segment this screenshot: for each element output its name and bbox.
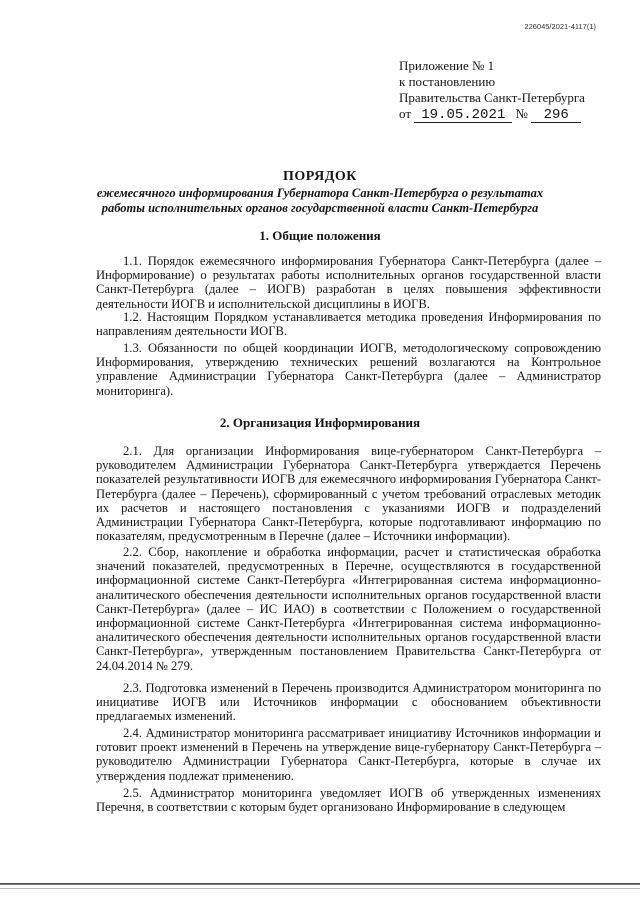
appendix-line1: Приложение № 1 <box>399 58 495 73</box>
scan-bottom-edge-secondary <box>0 888 640 889</box>
paragraph-1-1: 1.1. Порядок ежемесячного информирования Губернатора Санкт-Петербурга (далее – Информирование) о результатах работы исполнительных органов государственной власти Санкт-Петербурга (далее – ИОГВ) разработан в целях повышения эффективности деятельности ИОГВ и исполнительской дисциплины в ИОГВ. <box>96 254 601 311</box>
paragraph-2-4: 2.4. Администратор мониторинга рассматривает инициативу Источников информации и готовит проект изменений в Перечень на утверждение вице-губернатору Санкт-Петербурга – руководителю Администрации Губернатора Санкт-Петербурга, которые в случае их утверждения подлежат применению. <box>96 726 601 783</box>
section-1-heading: 1. Общие положения <box>259 228 381 243</box>
paragraph-1-3: 1.3. Обязанности по общей координации ИОГВ, методологическому сопровождению Информирования, утверждению технических решений возлагаются на Контрольное управление Администрации Губернатора Санкт-Петербурга (далее – Администратор мониторинга). <box>96 341 601 398</box>
appendix-line3: Правительства Санкт-Петербурга <box>399 90 585 105</box>
document-stamp: 226045/2021-4117(1) <box>524 22 596 31</box>
section-2-heading: 2. Организация Информирования <box>219 415 421 430</box>
paragraph-2-3: 2.3. Подготовка изменений в Перечень производится Администратором мониторинга по инициативе ИОГВ или Источников информации с обоснованием объективности предлагаемых изменений. <box>96 681 601 724</box>
paragraph-2-1: 2.1. Для организации Информирования вице-губернатором Санкт-Петербурга – руководителем Администрации Губернатора Санкт-Петербурга утверждается Перечень показателей результативности ИОГВ для ежемесячного информирования Губернатора Санкт-Петербурга (далее – Перечень), сформированный с учетом требований отраслевых методик их расчетов и настоящего постановления с указаниями ИОГВ и подразделений Администрации Губернатора Санкт-Петербурга, которые подготавливают информацию по показателям, предусмотренным в Перечне (далее – Источники информации). <box>96 444 601 544</box>
paragraph-2-2: 2.2. Сбор, накопление и обработка информации, расчет и статистическая обработка значений показателей, предусмотренных в Перечне, осуществляются в государственной информационной системе Санкт-Петербурга «Интегрированная система информационно-аналитического обеспечения деятельности исполнительных органов государственной власти Санкт-Петербурга» (далее – ИС ИАО) в соответствии с Положением о государственной информационной системе Санкт-Петербурга «Интегрированная система информационно-аналитического обеспечения деятельности исполнительных органов государственной власти Санкт-Петербурга», утвержденным постановлением Правительства Санкт-Петербурга от 24.04.2014 № 279. <box>96 545 601 673</box>
paragraph-2-5: 2.5. Администратор мониторинга уведомляет ИОГВ об утвержденных изменениях Перечня, в соответствии с которым будет организовано Информирование в следующем <box>96 786 601 815</box>
appendix-line2: к постановлению <box>399 74 496 89</box>
appendix-block <box>399 58 585 123</box>
paragraph-1-2: 1.2. Настоящим Порядком устанавливается методика проведения Информирования по направлениям деятельности ИОГВ. <box>96 310 601 339</box>
document-title: ПОРЯДОК <box>283 169 357 184</box>
decree-number: 296 <box>531 108 581 123</box>
document-subtitle: ежемесячного информирования Губернатора Санкт-Петербурга о результатах работы исполнительных органов государственной власти Санкт-Петербурга <box>96 186 544 215</box>
date-prefix: от <box>399 106 412 121</box>
title-block <box>0 168 640 216</box>
number-prefix: № <box>515 106 528 121</box>
decree-date: 19.05.2021 <box>414 108 512 123</box>
appendix-dateline <box>399 106 585 123</box>
scan-bottom-edge <box>0 883 640 885</box>
